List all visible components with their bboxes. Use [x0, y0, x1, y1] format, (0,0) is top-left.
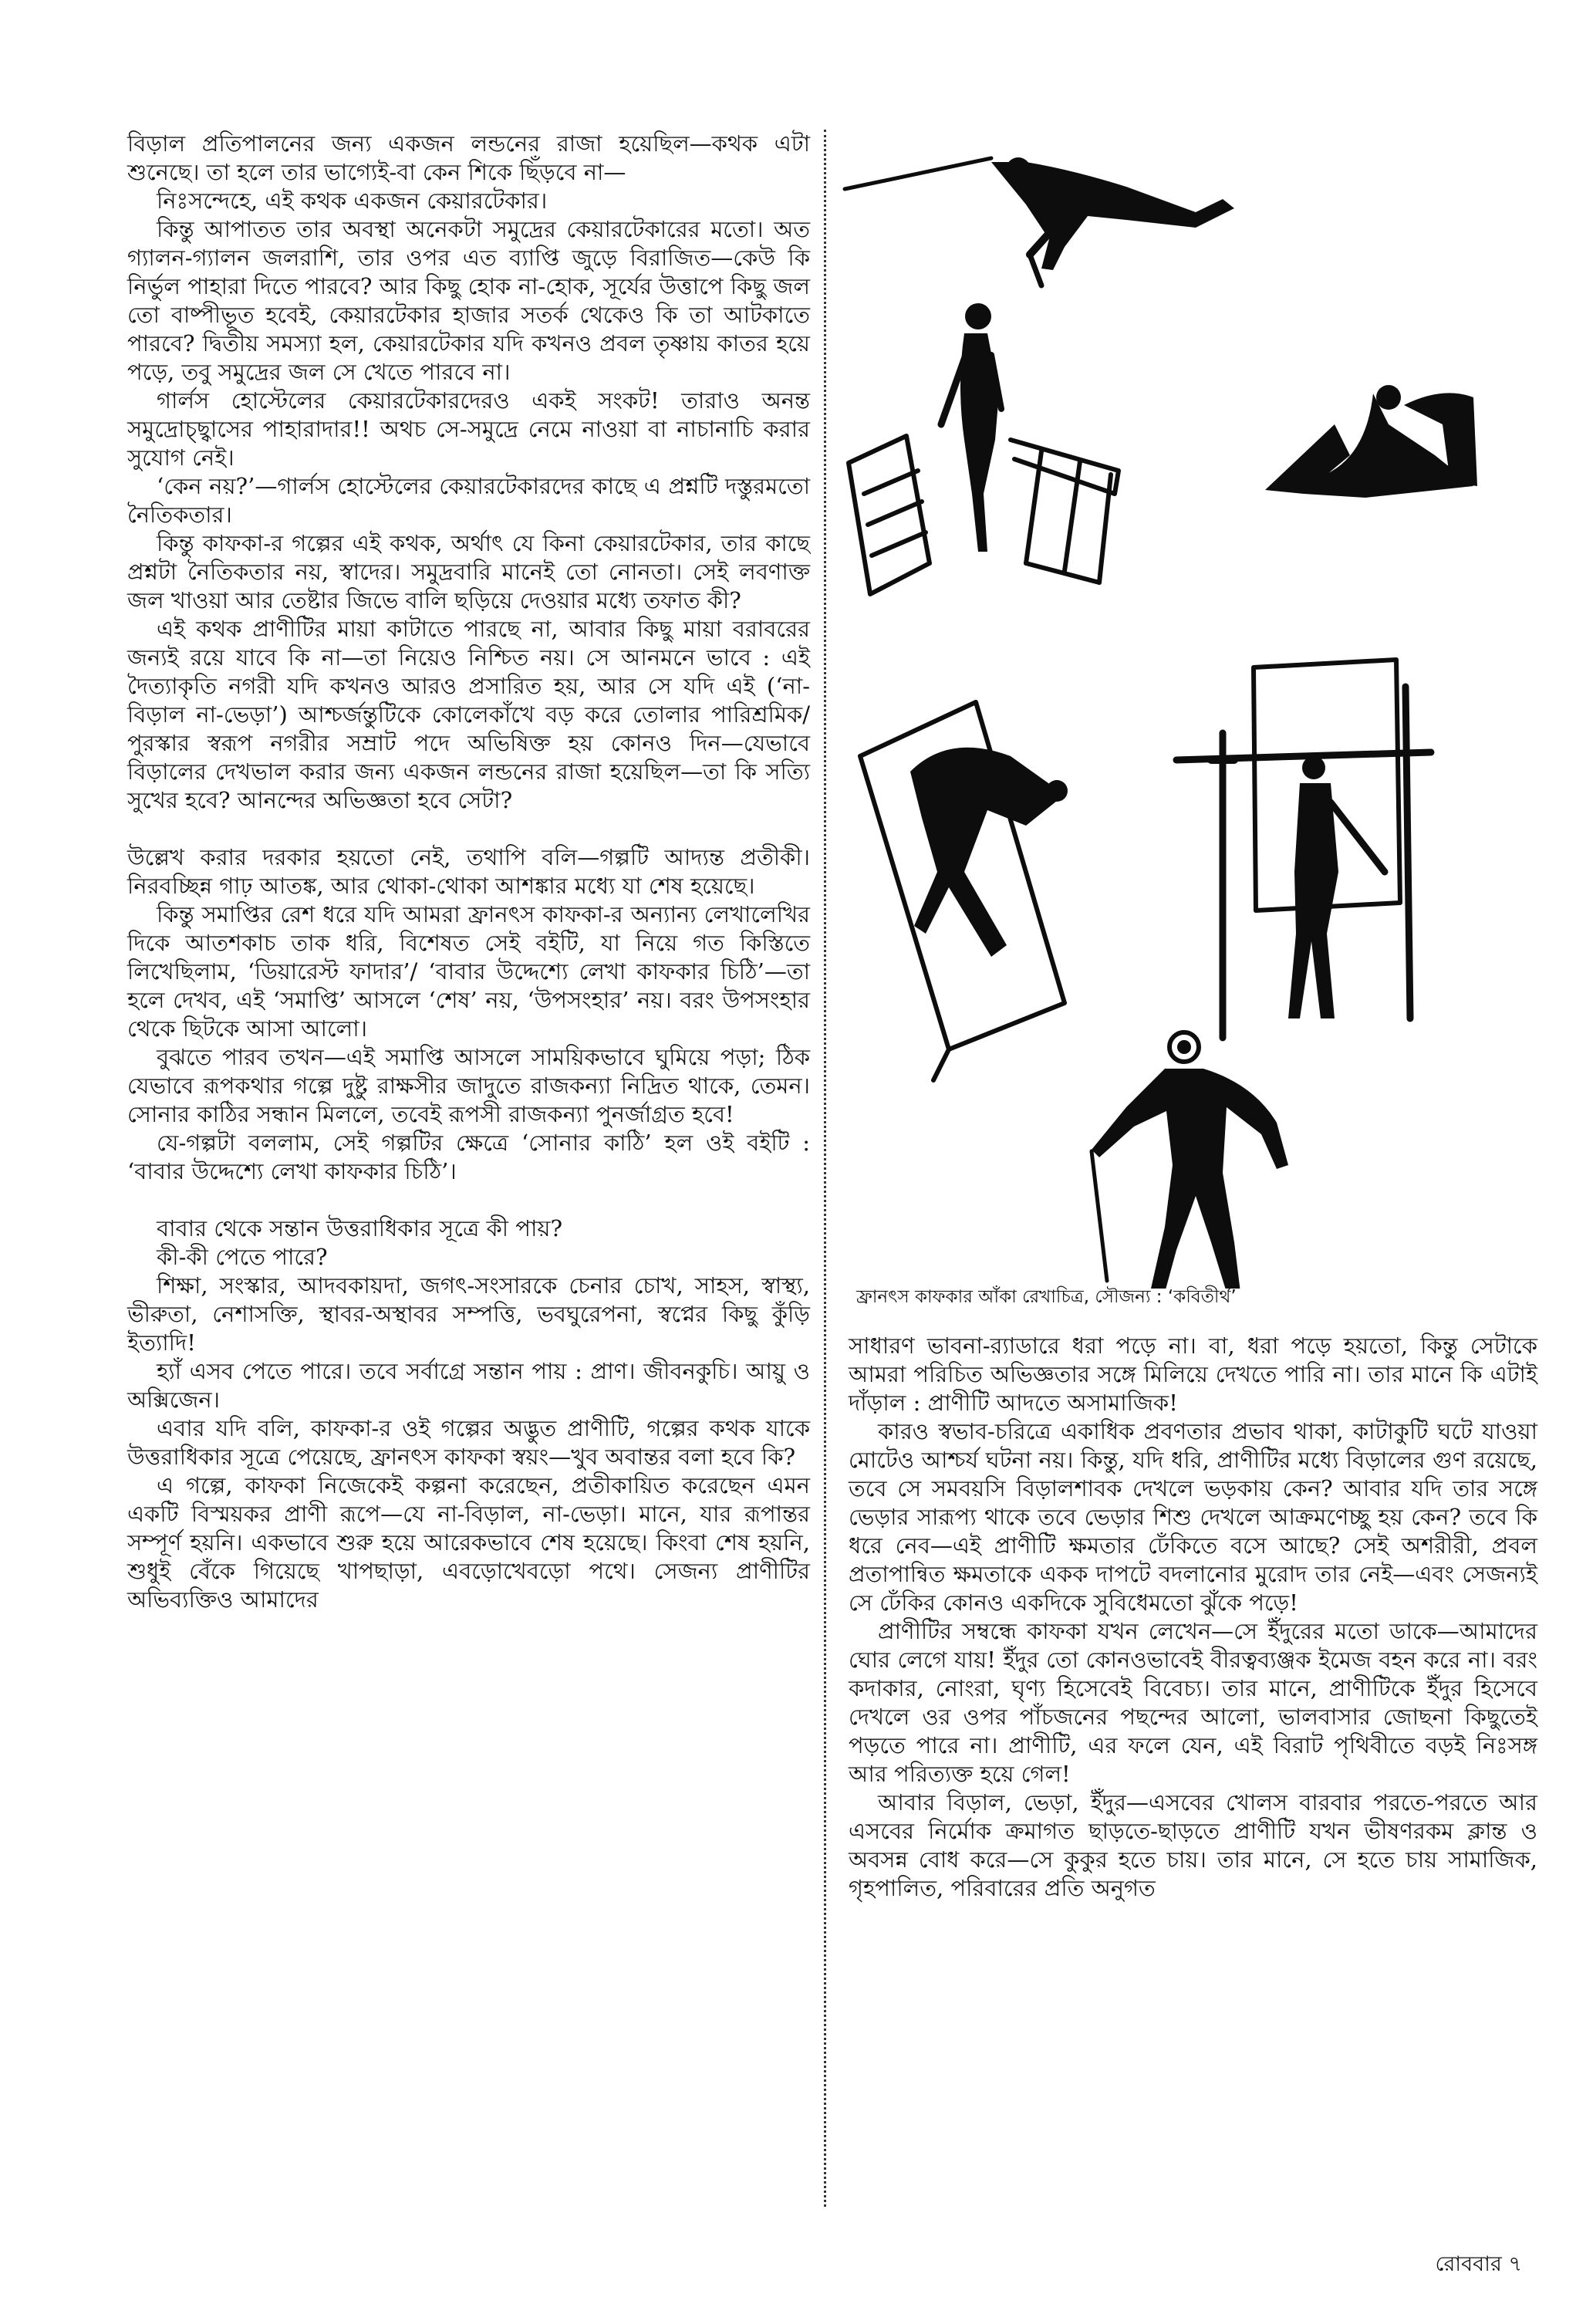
paragraph: বিড়াল প্রতিপালনের জন্য একজন লন্ডনের রাজা হয়েছিল—কথক এটা শুনেছে। তা হলে তার ভাগ্যেই-বা কেন শিকে ছিঁড়বে না— — [127, 130, 810, 185]
paragraph: হ্যাঁ এসব পেতে পারে। তবে সর্বাগ্রে সন্তান পায় : প্রাণ। জীবনকুচি। আয়ু ও অক্সিজেন। — [127, 1358, 810, 1413]
column-divider — [824, 130, 826, 2207]
paragraph: আবার বিড়াল, ভেড়া, ইঁদুর—এসবের খোলস বারবার পরতে-পরতে আর এসবের নির্মোক ক্রমাগত ছাড়তে-ছাড়তে প্রাণীটি যখন ভীষণরকম ক্লান্ত ও অবসন্ন বোধ করে—সে কুকুর হতে চায়। তার মানে, সে হতে চায় সামাজিক, গৃহপালিত, পরিবারের প্রতি অনুগত — [849, 1789, 1537, 1901]
sketch-figure-with-railing — [849, 303, 1119, 594]
paragraph: গার্লস হোস্টেলের কেয়ারটেকারদেরও একই সংকট! তারাও অনন্ত সমুদ্রোচ্ছ্বাসের পাহারাদার!! অথচ সে-সমুদ্রে নেমে নাওয়া বা নাচানাচি করার সুযোগ নেই। — [127, 387, 810, 471]
paragraph: এই কথক প্রাণীটির মায়া কাটাতে পারছে না, আবার কিছু মায়া বরাবরের জন্যই রয়ে যাবে কি না—তা নিয়েও নিশ্চিত নয়। সে আনমনে ভাবে : এই দৈত্যাকৃতি নগরী যদি কখনও আরও প্রসারিত হয়, আর সে যদি এই (‘না-বিড়াল না-ভেড়া’) আশ্চর্জন্তুটিকে কোলেকাঁখে বড় করে তোলার পারিশ্রমিক/পুরস্কার স্বরূপ নগরীর সম্রাট পদে অভিষিক্ত হয় কোনও দিন—যেভাবে বিড়ালের দেখভাল করার জন্য একজন লন্ডনের রাজা হয়েছিল—তা কি সত্যি সুখের হবে? আনন্দের অভিজ্ঞতা হবে সেটা? — [127, 616, 810, 813]
left-text-column — [127, 130, 810, 1614]
kafka-sketches — [833, 131, 1543, 1289]
paragraph: কিন্তু কাফকা-র গল্পের এই কথক, অর্থাৎ যে কিনা কেয়ারটেকার, তার কাছে প্রশ্নটা নৈতিকতার নয়, স্বাদের। সমুদ্রবারি মানেই তো নোনতা। সেই লবণাক্ত জল খাওয়া আর তেষ্টার জিভে বালি ছড়িয়ে দেওয়ার মধ্যে তফাত কী? — [127, 530, 810, 613]
paragraph-spacer — [127, 815, 810, 843]
right-text-column — [849, 1332, 1537, 1903]
paragraph: কী-কী পেতে পারে? — [157, 1244, 328, 1270]
paragraph: কিন্তু সমাপ্তির রেশ ধরে যদি আমরা ফ্রানৎস কাফকা-র অন্যান্য লেখালেখির দিকে আতশকাচ তাক ধরি, বিশেষত সেই বইটি, যা নিয়ে গত কিস্তিতে লিখেছিলাম, ‘ডিয়ারেস্ট ফাদার’/ ‘বাবার উদ্দেশ্যে লেখা কাফকার চিঠি’—তা হলে দেখব, এই ‘সমাপ্তি’ আসলে ‘শেষ’ নয়, ‘উপসংহার’ নয়। বরং উপসংহার থেকে ছিটকে আসা আলো। — [127, 901, 810, 1042]
paragraph: কিন্তু আপাতত তার অবস্থা অনেকটা সমুদ্রের কেয়ারটেকারের মতো। অত গ্যালন-গ্যালন জলরাশি, তার ওপর এত ব্যাপ্তি জুড়ে বিরাজিত—কেউ কি নির্ভুল পাহারা দিতে পারবে? আর কিছু হোক না-হোক, সূর্যের উত্তাপে কিছু জল তো বাষ্পীভূত হবেই, কেয়ারটেকার হাজার সতর্ক থেকেও কি তা আটকাতে পারবে? দ্বিতীয় সমস্যা হল, কেয়ারটেকার যদি কখনও প্রবল তৃষ্ণায় কাতর হয়ে পড়ে, তবু সমুদ্রের জল সে খেতে পারবে না। — [127, 216, 810, 385]
sketch-crouching-figure — [1265, 385, 1477, 498]
paragraph: ‘কেন নয়?’—গার্লস হোস্টেলের কেয়ারটেকারদের কাছে এ প্রশ্নটি দস্তুরমতো নৈতিকতার। — [127, 473, 810, 528]
paragraph: এবার যদি বলি, কাফকা-র ওই গল্পের অদ্ভুত প্রাণীটি, গল্পের কথক যাকে উত্তরাধিকার সূত্রে পেয়েছে, ফ্রানৎস কাফকা স্বয়ং—খুব অবান্তর বলা হবে কি? — [127, 1415, 810, 1470]
paragraph: বুঝতে পারব তখন—এই সমাপ্তি আসলে সাময়িকভাবে ঘুমিয়ে পড়া; ঠিক যেভাবে রূপকথার গল্পে দুষ্টু রাক্ষসীর জাদুতে রাজকন্যা নিদ্রিত থাকে, তেমন। সোনার কাঠির সন্ধান মিললে, তবেই রূপসী রাজকন্যা পুনর্জাগ্রত হবে! — [127, 1044, 810, 1127]
paragraph: যে-গল্পটা বললাম, সেই গল্পটির ক্ষেত্রে ‘সোনার কাঠি’ হল ওই বইটি : ‘বাবার উদ্দেশ্যে লেখা কাফকার চিঠি’। — [127, 1130, 810, 1184]
sketch-figure-at-frame — [860, 702, 1068, 1080]
sketch-figure-in-doorway — [1176, 660, 1431, 1038]
paragraph: সাধারণ ভাবনা-র‍্যাডারে ধরা পড়ে না। বা, ধরা পড়ে হয়তো, কিন্তু সেটাকে আমরা পরিচিত অভিজ্ঞতার সঙ্গে মিলিয়ে দেখতে পারি না। তার মানে কি এটাই দাঁড়াল : প্রাণীটি আদতে অসামাজিক! — [849, 1333, 1537, 1416]
paragraph: প্রাণীটির সম্বন্ধে কাফকা যখন লেখেন—সে ইঁদুরের মতো ডাকে—আমাদের ঘোর লেগে যায়! ইঁদুর তো কোনওভাবেই বীরত্বব্যঞ্জক ইমেজ বহন করে না। বরং কদাকার, নোংরা, ঘৃণ্য হিসেবেই বিবেচ্য। তার মানে, প্রাণীটিকে ইঁদুর হিসেবে দেখলে ওর ওপর পাঁচজনের পছন্দের আলো, ভালবাসার জোছনা কিছুতেই পড়তে পারে না। প্রাণীটি, এর ফলে যেন, এই বিরাট পৃথিবীতে বড়ই নিঃসঙ্গ আর পরিত্যক্ত হয়ে গেল! — [849, 1618, 1537, 1787]
page-footer: রোববার ৭ — [1435, 2252, 1522, 2276]
paragraph-spacer — [127, 1186, 810, 1214]
paragraph: উল্লেখ করার দরকার হয়তো নেই, তথাপি বলি—গল্পটি আদ্যন্ত প্রতীকী। নিরবচ্ছিন্ন গাঢ় আতঙ্ক, আর থোকা-থোকা আশঙ্কার মধ্যে যা শেষ হয়েছে। — [127, 844, 810, 899]
sketch-figure-with-cane — [1092, 1032, 1288, 1289]
paragraph: এ গল্পে, কাফকা নিজেকেই কল্পনা করেছেন, প্রতীকায়িত করেছেন এমন একটি বিস্ময়কর প্রাণী রূপে—যে না-বিড়াল, না-ভেড়া। মানে, যার রূপান্তর সম্পূর্ণ হয়নি। একভাবে শুরু হয়ে আরেকভাবে শেষ হয়েছে। কিংবা শেষ হয়নি, শুধুই বেঁকে গিয়েছে খাপছাড়া, এবড়োখেবড়ো পথে। সেজন্য প্রাণীটির অভিব্যক্তিও আমাদের — [127, 1472, 810, 1613]
paragraph: কারও স্বভাব-চরিত্রে একাধিক প্রবণতার প্রভাব থাকা, কাটাকুটি ঘটে যাওয়া মোটেও আশ্চর্য ঘটনা নয়। কিন্তু, যদি ধরি, প্রাণীটির মধ্যে বিড়ালের গুণ রয়েছে, তবে সে সমবয়সি বিড়ালশাবক দেখলে ভড়কায় কেন? আবার যদি তার সঙ্গে ভেড়ার সারূপ্য থাকে তবে ভেড়ার শিশু দেখলে আক্রমণেচ্ছু হয় কেন? তবে কি ধরে নেব—এই প্রাণীটি ক্ষমতার ঢেঁকিতে বসে আছে? সেই অশরীরী, প্রবল প্রতাপান্বিত ক্ষমতাকে একক দাপটে বদলানোর মুরোদ তার নেই—এবং সেজন্যই সে ঢেঁকির কোনও একদিকে সুবিধেমতো ঝুঁকে পড়ে! — [849, 1418, 1537, 1616]
figure-caption: ফ্রানৎস কাফকার আঁকা রেখাচিত্র, সৌজন্য : ‘কবিতীর্থ’ — [856, 1287, 1237, 1307]
paragraph: শিক্ষা, সংস্কার, আদবকায়দা, জগৎ-সংসারকে চেনার চোখ, সাহস, স্বাস্থ্য, ভীরুতা, নেশাসক্তি, স্থাবর-অস্থাবর সম্পত্তি, ভবঘুরেপনা, স্বপ্নের কিছু কুঁড়ি ইত্যাদি! — [127, 1272, 810, 1356]
paragraph: বাবার থেকে সন্তান উত্তরাধিকার সূত্রে কী পায়? — [157, 1215, 563, 1241]
sketch-leaping-figure — [845, 157, 1234, 285]
paragraph: নিঃসন্দেহে, এই কথক একজন কেয়ারটেকার। — [157, 187, 548, 214]
